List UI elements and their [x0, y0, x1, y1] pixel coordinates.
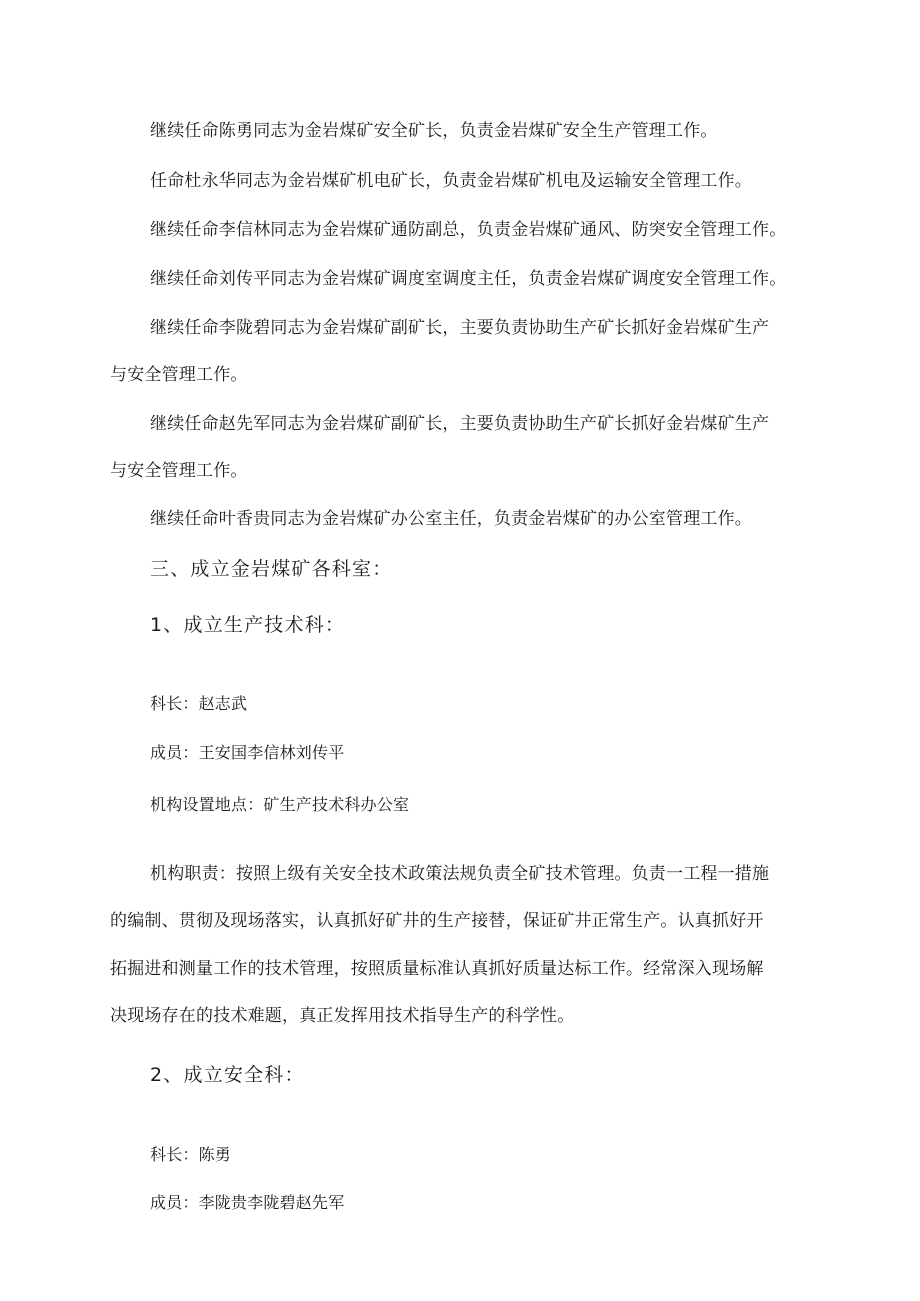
section-heading-3: 三、成立金岩煤矿各科室：: [150, 558, 393, 580]
dept1-duties-line-2: 的编制、贯彻及现场落实，认真抓好矿井的生产接替，保证矿井正常生产。认真抓好开: [110, 911, 764, 931]
dept2-chief: 科长：陈勇: [150, 1145, 232, 1164]
appointment-line-4: 继续任命刘传平同志为金岩煤矿调度室调度主任，负责金岩煤矿调度安全管理工作。: [150, 269, 787, 289]
appointment-line-6: 继续任命赵先军同志为金岩煤矿副矿长，主要负责协助生产矿长抓好金岩煤矿生产: [150, 414, 770, 434]
appointment-line-5-cont: 与安全管理工作。: [110, 365, 248, 385]
appointment-line-7: 继续任命叶香贵同志为金岩煤矿办公室主任，负责金岩煤矿的办公室管理工作。: [150, 509, 752, 529]
appointment-line-2: 任命杜永华同志为金岩煤矿机电矿长，负责金岩煤矿机电及运输安全管理工作。: [150, 171, 752, 191]
appointment-line-3: 继续任命李信林同志为金岩煤矿通防副总，负责金岩煤矿通风、防突安全管理工作。: [150, 220, 787, 240]
dept1-members: 成员：王安国李信林刘传平: [150, 743, 345, 762]
dept1-duties-line-4: 决现场存在的技术难题，真正发挥用技术指导生产的科学性。: [110, 1006, 575, 1026]
appointment-line-6-cont: 与安全管理工作。: [110, 461, 248, 481]
dept2-heading: 2、成立安全科：: [150, 1064, 305, 1086]
dept1-chief: 科长：赵志武: [150, 694, 248, 713]
dept1-heading: 1、成立生产技术科：: [150, 614, 346, 636]
dept1-duties-line-1: 机构职责：按照上级有关安全技术政策法规负责全矿技术管理。负责一工程一措施: [150, 864, 770, 884]
appointment-line-5: 继续任命李陇碧同志为金岩煤矿副矿长，主要负责协助生产矿长抓好金岩煤矿生产: [150, 318, 770, 338]
appointment-line-1: 继续任命陈勇同志为金岩煤矿安全矿长，负责金岩煤矿安全生产管理工作。: [150, 121, 718, 141]
dept1-location: 机构设置地点：矿生产技术科办公室: [150, 795, 410, 814]
dept2-members: 成员：李陇贵李陇碧赵先军: [150, 1193, 345, 1212]
dept1-duties-line-3: 拓掘进和测量工作的技术管理，按照质量标准认真抓好质量达标工作。经常深入现场解: [110, 959, 764, 979]
